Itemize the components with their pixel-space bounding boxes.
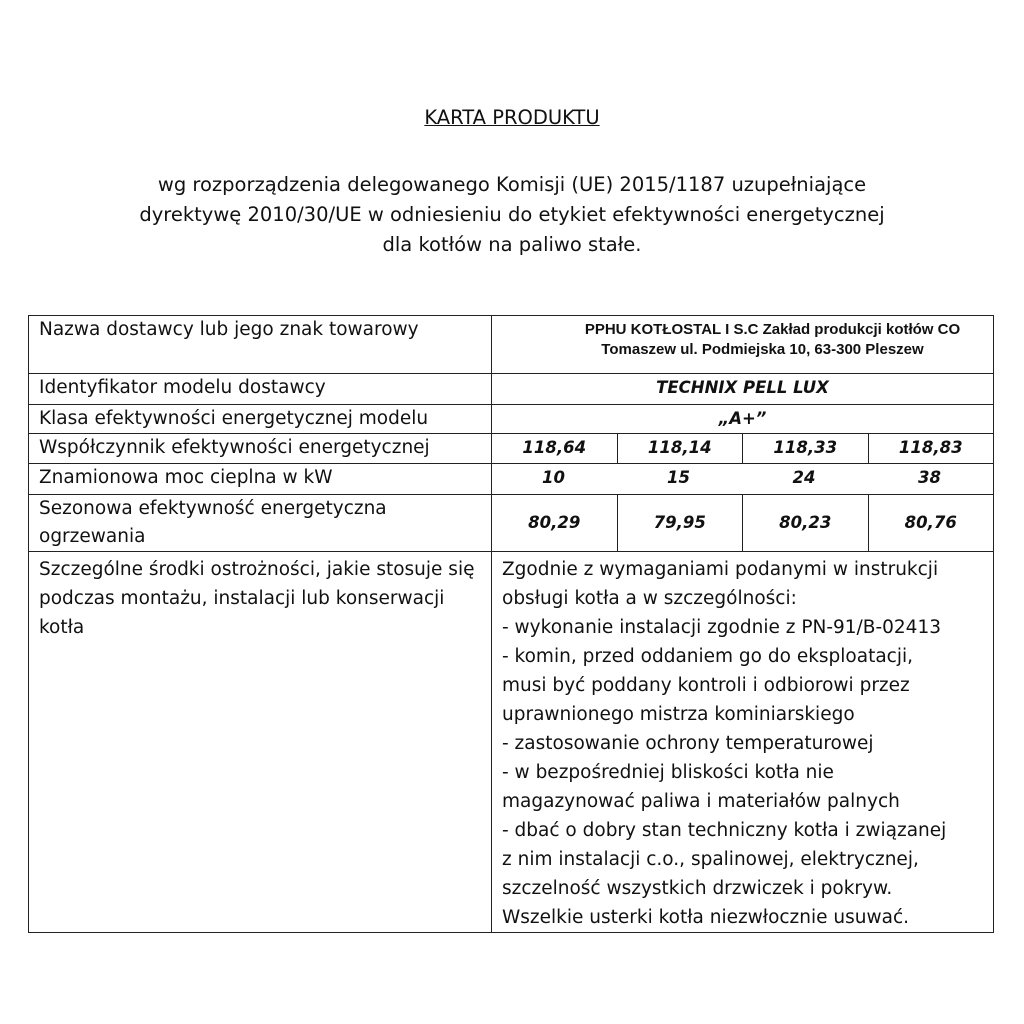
precaution-line: obsługi kotła a w szczególności: (502, 588, 797, 609)
subtitle-line: dla kotłów na paliwo stałe. (382, 233, 642, 256)
table-row (29, 464, 994, 495)
supplier-line: Tomaszew ul. Podmiejska 10, 63-300 Pleszew (601, 341, 924, 358)
class-value: „A+” (492, 405, 994, 434)
precaution-line: - w bezpośredniej bliskości kotła nie (502, 762, 834, 783)
eei-label: Współczynnik efektywności energetycznej (29, 434, 492, 464)
eei-value: 118,14 (617, 434, 743, 464)
power-value: 38 (868, 464, 994, 495)
table-row (29, 374, 994, 405)
precaution-line: - zastosowanie ochrony temperaturowej (502, 733, 874, 754)
supplier-label: Nazwa dostawcy lub jego znak towarowy (29, 316, 492, 374)
document-subtitle (0, 170, 1024, 260)
precautions-value (492, 552, 994, 933)
model-value: TECHNIX PELL LUX (492, 374, 994, 405)
product-table (28, 315, 994, 933)
supplier-value (492, 316, 994, 374)
seasonal-value: 80,23 (743, 495, 869, 552)
precautions-label: Szczególne środki ostrożności, jakie stosuje się podczas montażu, instalacji lub konserwacji kotła (29, 552, 492, 933)
table-row (29, 495, 994, 552)
table-row (29, 552, 994, 933)
precaution-line: uprawnionego mistrza kominiarskiego (502, 704, 855, 725)
precaution-line: Zgodnie z wymaganiami podanymi w instrukcji (502, 559, 939, 580)
power-value: 24 (743, 464, 869, 495)
power-value: 15 (617, 464, 743, 495)
subtitle-line: wg rozporządzenia delegowanego Komisji (UE) 2015/1187 uzupełniające (157, 173, 867, 196)
eei-value: 118,64 (492, 434, 618, 464)
table-row (29, 405, 994, 434)
power-value: 10 (492, 464, 618, 495)
eei-value: 118,83 (868, 434, 994, 464)
seasonal-value: 80,29 (492, 495, 618, 552)
precaution-line: z nim instalacji c.o., spalinowej, elektrycznej, (502, 849, 919, 870)
precaution-line: Wszelkie usterki kotła niezwłocznie usuwać. (502, 907, 909, 928)
document-title: KARTA PRODUKTU (424, 106, 600, 129)
model-label: Identyfikator modelu dostawcy (29, 374, 492, 405)
eei-value: 118,33 (743, 434, 869, 464)
supplier-line: PPHU KOTŁOSTAL I S.C Zakład produkcji kotłów CO (584, 321, 961, 338)
seasonal-label: Sezonowa efektywność energetyczna ogrzewania (29, 495, 492, 552)
precaution-line: - wykonanie instalacji zgodnie z PN-91/B-02413 (502, 617, 941, 638)
precaution-line: - dbać o dobry stan techniczny kotła i związanej (502, 820, 947, 841)
power-label: Znamionowa moc cieplna w kW (29, 464, 492, 495)
table-row (29, 434, 994, 464)
subtitle-line: dyrektywę 2010/30/UE w odniesieniu do etykiet efektywności energetycznej (139, 203, 885, 226)
precaution-line: - komin, przed oddaniem go do eksploatacji, (502, 646, 914, 667)
seasonal-value: 80,76 (868, 495, 994, 552)
table-row (29, 316, 994, 374)
precaution-line: magazynować paliwa i materiałów palnych (502, 791, 900, 812)
precaution-line: musi być poddany kontroli i odbiorowi przez (502, 675, 910, 696)
precaution-line: szczelność wszystkich drzwiczek i pokryw. (502, 878, 893, 899)
class-label: Klasa efektywności energetycznej modelu (29, 405, 492, 434)
seasonal-value: 79,95 (617, 495, 743, 552)
